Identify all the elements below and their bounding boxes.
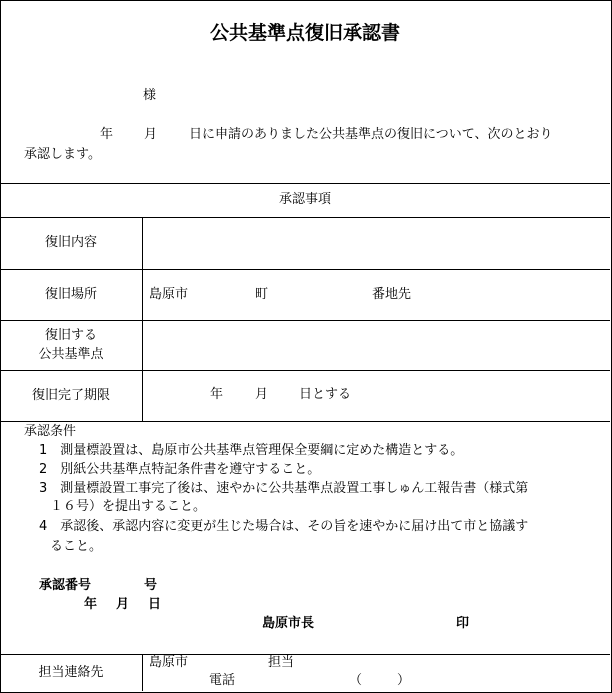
condition-item: 2 別紙公共基準点特記条件書を遵守すること。	[39, 462, 321, 477]
completion-deadline-label	[0, 371, 142, 421]
intro-month: 月	[144, 127, 158, 142]
restoration-place-label	[0, 270, 142, 320]
label-text: 復旧完了期限	[31, 387, 110, 403]
condition-item-continued: ること。	[50, 539, 103, 554]
column-divider	[142, 654, 143, 691]
items-header: 承認事項	[278, 192, 331, 207]
condition-item: 1 測量標設置は、島原市公共基準点管理保全要綱に定めた構造とする。	[39, 443, 464, 458]
phone-paren-open: （	[349, 673, 363, 688]
place-city: 島原市	[149, 287, 189, 302]
deadline-day: 日とする	[299, 387, 352, 402]
label-text-line2: 公共基準点	[38, 346, 104, 362]
restoration-content-label	[0, 218, 142, 269]
phone-paren-close: ）	[397, 673, 411, 688]
label-text: 担当連絡先	[38, 664, 104, 680]
condition-item: 4 承認後、承認内容に変更が生じた場合は、その旨を速やかに届け出て市と協議す	[39, 519, 529, 534]
place-town: 町	[255, 287, 269, 302]
restoration-point-label	[0, 321, 142, 370]
approval-number-label: 承認番号	[39, 578, 92, 593]
conditions-heading: 承認条件	[24, 424, 77, 439]
divider-line	[0, 183, 610, 184]
deadline-year: 年	[210, 387, 224, 402]
contact-label	[0, 655, 142, 691]
contact-phone-label: 電話	[209, 673, 236, 688]
intro-year: 年	[100, 127, 114, 142]
intro-text-line1: 日に申請のありました公共基準点の復旧について、次のとおり	[189, 127, 553, 142]
approval-date: 年 月 日	[84, 597, 165, 612]
label-text: 復旧内容	[44, 235, 97, 251]
contact-person: 担当	[268, 655, 295, 670]
approval-number-suffix: 号	[144, 578, 158, 593]
divider-line	[0, 421, 610, 422]
addressee-suffix: 様	[143, 88, 157, 103]
intro-text-line2: 承認します。	[24, 147, 101, 162]
condition-item-continued: １６号）を提出すること。	[50, 499, 207, 514]
label-text-line1: 復旧する	[44, 327, 97, 343]
document-title: 公共基準点復旧承認書	[209, 22, 400, 44]
deadline-month: 月	[255, 387, 269, 402]
place-number: 番地先	[372, 287, 412, 302]
seal-mark: 印	[456, 616, 470, 631]
contact-city: 島原市	[149, 655, 189, 670]
column-divider	[142, 217, 143, 421]
condition-item: 3 測量標設置工事完了後は、速やかに公共基準点設置工事しゅん工報告書（様式第	[39, 481, 529, 496]
mayor-name: 島原市長	[262, 616, 315, 631]
label-text: 復旧場所	[44, 286, 97, 302]
